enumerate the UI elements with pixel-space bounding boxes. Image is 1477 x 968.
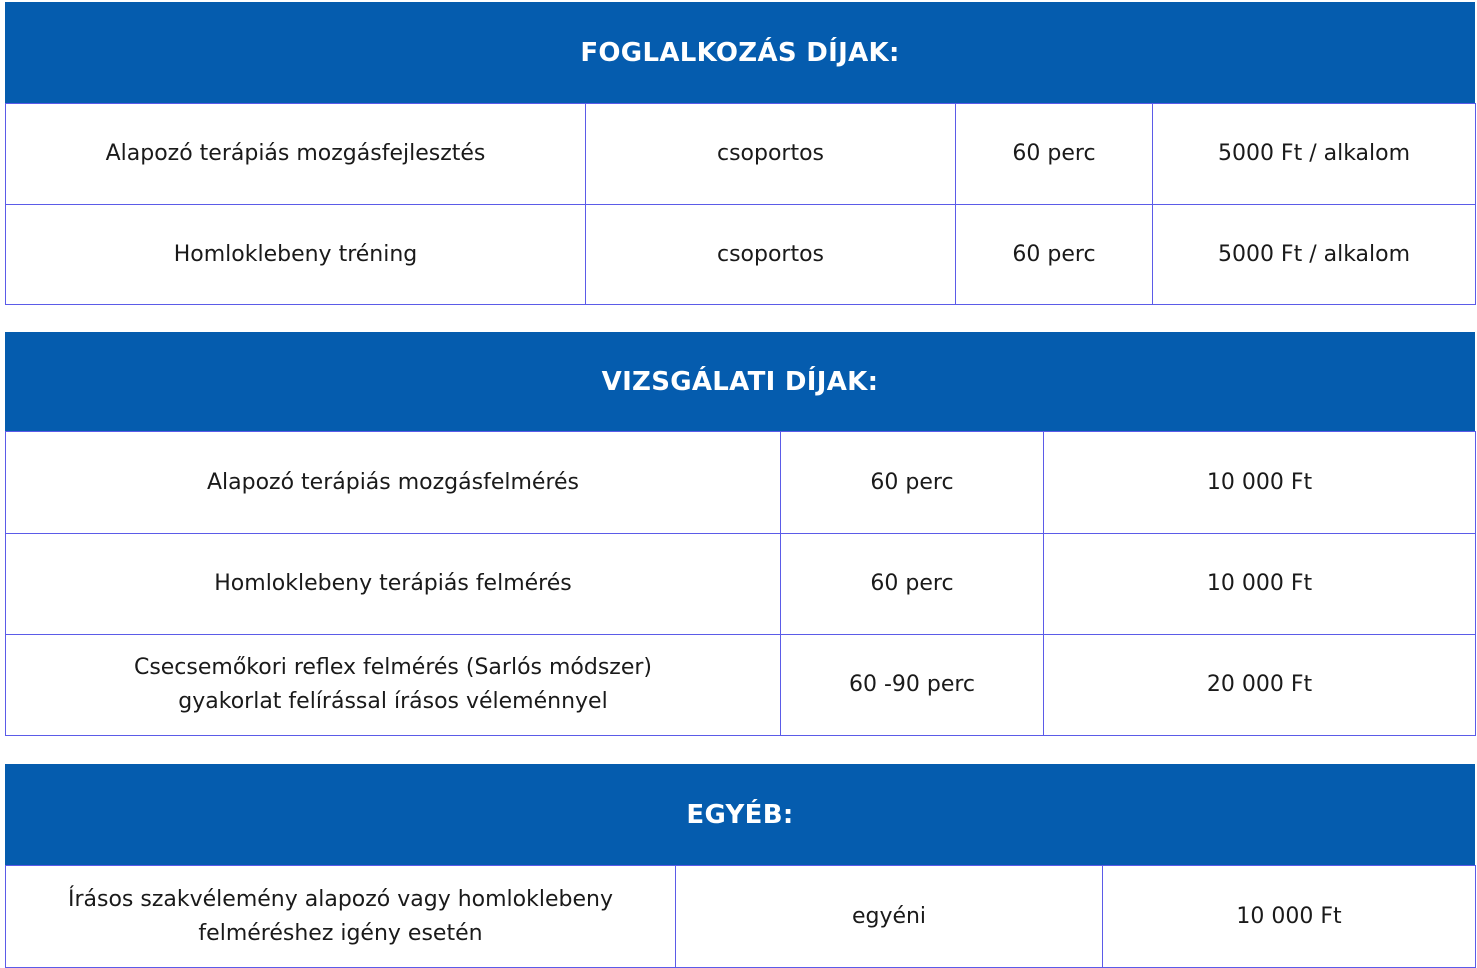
service-price: 10 000 Ft [1044,432,1476,534]
service-name: Homloklebeny tréning [6,205,586,305]
price-table [5,103,1476,305]
service-type: csoportos [586,205,956,305]
service-name-line: Csecsemőkori reflex felmérés (Sarlós módszer) [133,655,653,680]
section-egyeb [5,764,1475,968]
service-price: 10 000 Ft [1044,534,1476,635]
service-duration: 60 -90 perc [781,635,1044,736]
service-price: 20 000 Ft [1044,635,1476,736]
service-name: Alapozó terápiás mozgásfelmérés [6,432,781,534]
service-name: Homloklebeny terápiás felmérés [6,534,781,635]
table-row [6,205,1476,305]
table-row [6,432,1476,534]
section-foglalkozas [5,2,1475,305]
table-row [6,104,1476,205]
service-type: csoportos [586,104,956,205]
service-name-line: Írásos szakvélemény alapozó vagy homloklebeny [68,886,613,912]
service-name: Alapozó terápiás mozgásfejlesztés [6,104,586,205]
service-duration: 60 perc [956,104,1153,205]
service-duration: 60 perc [781,534,1044,635]
section-title: EGYÉB: [5,764,1475,865]
service-name-line: felméréshez igény esetén [198,920,483,946]
service-type: egyéni [676,866,1103,968]
price-table [5,865,1476,968]
section-vizsgalati [5,332,1475,736]
table-row [6,866,1476,968]
service-price: 5000 Ft / alkalom [1153,205,1476,305]
section-title: FOGLALKOZÁS DÍJAK: [5,2,1475,103]
service-duration: 60 perc [956,205,1153,305]
price-table [5,431,1476,736]
service-price: 5000 Ft / alkalom [1153,104,1476,205]
table-row [6,635,1476,736]
service-price: 10 000 Ft [1103,866,1476,968]
service-name [6,866,676,968]
section-title: VIZSGÁLATI DÍJAK: [5,332,1475,431]
service-name [6,635,781,736]
table-row [6,534,1476,635]
service-duration: 60 perc [781,432,1044,534]
service-name-line: gyakorlat felírással írásos véleménnyel [178,689,608,714]
